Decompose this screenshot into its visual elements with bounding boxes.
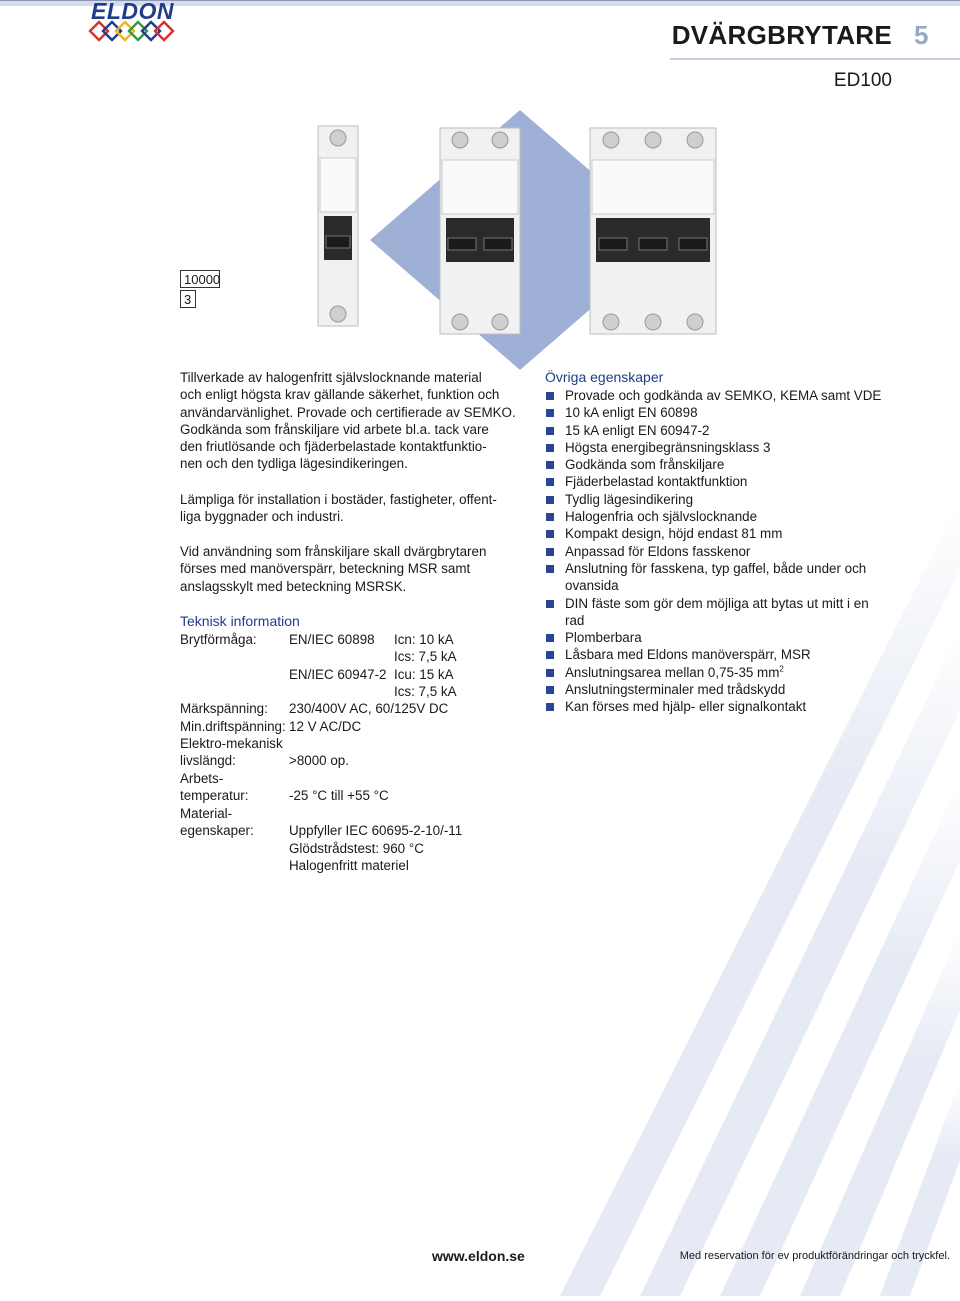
header-divider	[670, 58, 960, 60]
standard-60947: EN/IEC 60947-2	[289, 667, 387, 682]
pack-quantity-box: 3	[180, 290, 196, 308]
bullet-icon	[546, 478, 554, 486]
list-item: Godkända som frånskiljare	[545, 456, 885, 473]
lifetime-value: >8000 op.	[289, 753, 349, 768]
bullet-icon	[546, 651, 554, 659]
bullet-icon	[546, 703, 554, 711]
voltage-label: Märkspänning:	[180, 701, 268, 716]
min-voltage-label: Min.driftspänning:	[180, 719, 286, 734]
list-item: Anslutning för fasskena, typ gaffel, både under och ovansida	[545, 560, 885, 595]
list-item: Fjäderbelastad kontaktfunktion	[545, 473, 885, 490]
list-item: Tydlig lägesindikering	[545, 491, 885, 508]
description-paragraph-2: Lämpliga för installation i bostäder, fastigheter, offent- liga byggnader och industri.	[180, 492, 497, 525]
bullet-icon	[546, 548, 554, 556]
temperature-value: -25 °C till +55 °C	[289, 788, 389, 803]
bullet-icon	[546, 461, 554, 469]
list-item: Låsbara med Eldons manöverspärr, MSR	[545, 646, 885, 663]
bullet-icon	[546, 444, 554, 452]
icn-value: Icn: 10 kA	[394, 632, 454, 647]
temperature-label-2: temperatur:	[180, 788, 249, 803]
list-item: Halogenfria och självslocknande	[545, 508, 885, 525]
list-item: Plomberbara	[545, 629, 885, 646]
bullet-icon	[546, 530, 554, 538]
bullet-icon	[546, 392, 554, 400]
bullet-icon	[546, 669, 554, 677]
list-item: Kompakt design, höjd endast 81 mm	[545, 525, 885, 542]
min-voltage-value: 12 V AC/DC	[289, 719, 362, 734]
technical-heading: Teknisk information	[180, 613, 300, 629]
brand-name: ELDON	[91, 0, 174, 24]
ics-value-2: Ics: 7,5 kA	[394, 684, 457, 699]
list-item: Anslutningsarea mellan 0,75-35 $mm^2$	[545, 664, 885, 681]
reservation-note: Med reservation för ev produktförändringar och tryckfel.	[679, 1250, 950, 1262]
list-item: DIN fäste som gör dem möjliga att bytas ut mitt i en rad	[545, 595, 885, 630]
description-paragraph-1: Tillverkade av halogenfritt självslocknande material och enligt högsta krav gällande säkerhet, funktion och användarvänlighet. Provade och certifierade av SEMKO. Godkända som frånskiljare vid arbete bl.a. tack vare den friutlösande och fjäderbelastade kontaktfunktio- nen och den tydliga lägesindikeringen.	[180, 370, 516, 472]
properties-heading: Övriga egenskaper	[545, 369, 664, 385]
list-item: Kan förses med hjälp- eller signalkontakt	[545, 698, 885, 715]
breaking-capacity-label: Brytförmåga:	[180, 632, 257, 647]
bullet-icon	[546, 600, 554, 608]
list-item: Provade och godkända av SEMKO, KEMA samt VDE	[545, 387, 885, 404]
lifetime-label-1: Elektro-mekanisk	[180, 736, 283, 751]
temperature-label-1: Arbets-	[180, 771, 224, 786]
standard-60898: EN/IEC 60898	[289, 632, 375, 647]
bullet-icon	[546, 686, 554, 694]
properties-list	[545, 387, 885, 716]
product-image	[290, 110, 750, 370]
bullet-icon	[546, 496, 554, 504]
bullet-icon	[546, 634, 554, 642]
bullet-icon	[546, 513, 554, 521]
list-item: Anslutningsterminaler med trådskydd	[545, 681, 885, 698]
list-item: Högsta energibegränsningsklass 3	[545, 439, 885, 456]
article-number-box: 10000	[180, 270, 220, 288]
lifetime-label-2: livslängd:	[180, 753, 236, 768]
voltage-value: 230/400V AC, 60/125V DC	[289, 701, 449, 716]
bullet-icon	[546, 565, 554, 573]
bullet-icon	[546, 409, 554, 417]
material-value-3: Halogenfritt materiel	[289, 858, 409, 873]
model-name: ED100	[833, 70, 892, 91]
bullet-icon	[546, 427, 554, 435]
list-item: 15 kA enligt EN 60947-2	[545, 422, 885, 439]
chapter-number: 5	[914, 20, 929, 50]
material-label-1: Material-	[180, 806, 233, 821]
material-label-2: egenskaper:	[180, 823, 254, 838]
material-value-1: Uppfyller IEC 60695-2-10/-11	[289, 823, 463, 838]
website-link[interactable]: www.eldon.se	[432, 1248, 525, 1264]
page-title: DVÄRGBRYTARE	[671, 20, 892, 50]
superscript: 2	[779, 664, 784, 674]
description-paragraph-3: Vid användning som frånskiljare skall dvärgbrytaren förses med manöverspärr, beteckning MSR samt anslagsskylt med beteckning MSRSK.	[180, 544, 487, 594]
list-item: 10 kA enligt EN 60898	[545, 404, 885, 421]
list-item: Anpassad för Eldons fasskenor	[545, 543, 885, 560]
ics-value-1: Ics: 7,5 kA	[394, 649, 457, 664]
icu-value: Icu: 15 kA	[394, 667, 454, 682]
material-value-2: Glödstrådstest: 960 °C	[289, 841, 424, 856]
